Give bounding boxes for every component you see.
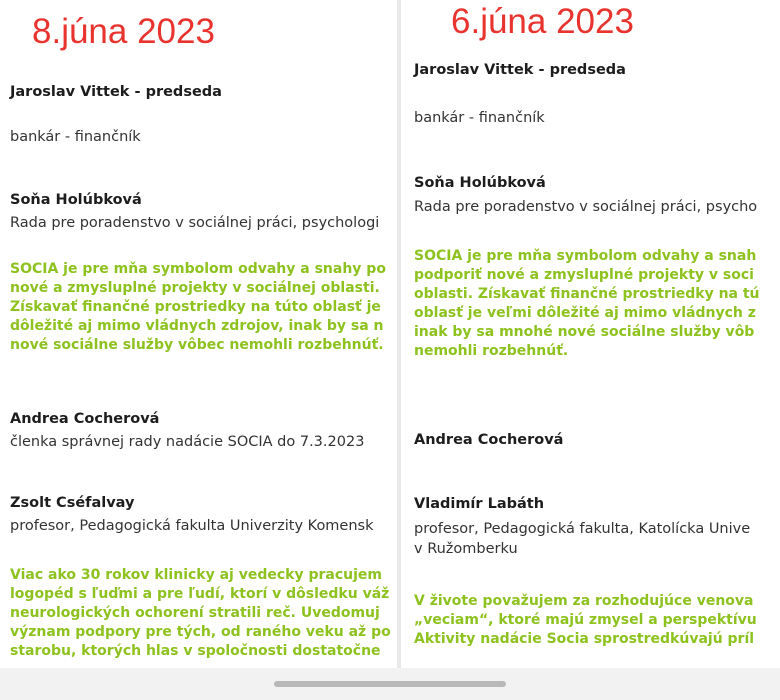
quote-line: starobu, ktorých hlas v spoločnosti dostatočne	[10, 643, 381, 659]
quote-line: neurologických ochorení stratili reč. Uvedomuj	[10, 605, 380, 621]
quote-line: nové sociálne služby vôbec nemohli rozbehnúť.	[10, 337, 384, 353]
quote-line: podporiť nové a zmysluplné projekty v soci	[414, 267, 754, 283]
right-member-4-quote	[414, 592, 757, 649]
left-member-1-role: bankár - finančník	[10, 129, 141, 145]
quote-line: SOCIA je pre mňa symbolom odvahy a snah	[414, 248, 757, 264]
right-member-1-role: bankár - finančník	[414, 110, 545, 126]
left-member-4-quote	[10, 566, 391, 661]
right-member-1-name: Jaroslav Vittek - predseda	[414, 62, 626, 78]
quote-line: nemohli rozbehnúť.	[414, 343, 569, 359]
quote-line: oblasť je veľmi dôležité aj mimo vládnych z	[414, 305, 756, 321]
quote-line: nové a zmysluplné projekty v sociálnej oblasti.	[10, 280, 380, 296]
home-indicator[interactable]	[274, 681, 506, 687]
quote-line: oblasti. Získavať finančné prostriedky na tú	[414, 286, 760, 302]
quote-line: SOCIA je pre mňa symbolom odvahy a snahy po	[10, 261, 386, 277]
quote-line: V živote považujem za rozhodujúce venova	[414, 593, 754, 609]
right-date-heading: 6.júna 2023	[451, 2, 634, 41]
right-member-2-role: Rada pre poradenstvo v sociálnej práci, psycho	[414, 199, 758, 215]
quote-line: Viac ako 30 rokov klinicky aj vedecky pracujem	[10, 567, 382, 583]
quote-line: inak by sa mnohé nové sociálne služby vôb	[414, 324, 755, 340]
left-member-4-name: Zsolt Cséfalvay	[10, 495, 135, 511]
quote-line: logopéd s ľuďmi a pre ľudí, ktorí v dôsledku váž	[10, 586, 390, 602]
quote-line: Získavať finančné prostriedky na túto oblasť je	[10, 299, 381, 315]
right-member-2-quote	[414, 247, 760, 361]
right-screenshot-panel	[405, 0, 780, 668]
quote-line: dôležité aj mimo vládnych zdrojov, inak by sa n	[10, 318, 384, 334]
left-member-3-role: členka správnej rady nadácie SOCIA do 7.3.2023	[10, 434, 365, 450]
left-member-2-name: Soňa Holúbková	[10, 192, 142, 208]
quote-line: význam podpory pre tých, od raného veku až po	[10, 624, 391, 640]
left-member-2-role: Rada pre poradenstvo v sociálnej práci, psychologi	[10, 215, 380, 231]
left-date-heading: 8.júna 2023	[32, 12, 215, 51]
left-screenshot-panel	[0, 0, 392, 668]
quote-line: Aktivity nadácie Socia sprostredkúvajú príl	[414, 631, 755, 647]
left-member-1-name: Jaroslav Vittek - predseda	[10, 84, 222, 100]
left-member-4-role: profesor, Pedagogická fakulta Univerzity Komensk	[10, 518, 374, 534]
left-member-2-quote	[10, 260, 386, 355]
quote-line: „veciam“, ktoré majú zmysel a perspektívu	[414, 612, 757, 628]
panel-divider	[397, 0, 401, 668]
left-member-3-name: Andrea Cocherová	[10, 411, 160, 427]
right-member-2-name: Soňa Holúbková	[414, 175, 546, 191]
role-line: profesor, Pedagogická fakulta, Katolícka Unive	[414, 521, 751, 537]
right-member-4-role	[414, 521, 750, 557]
right-member-3-name: Andrea Cocherová	[414, 432, 564, 448]
role-line: v Ružomberku	[414, 541, 518, 557]
right-member-4-name: Vladimír Labáth	[414, 496, 545, 512]
